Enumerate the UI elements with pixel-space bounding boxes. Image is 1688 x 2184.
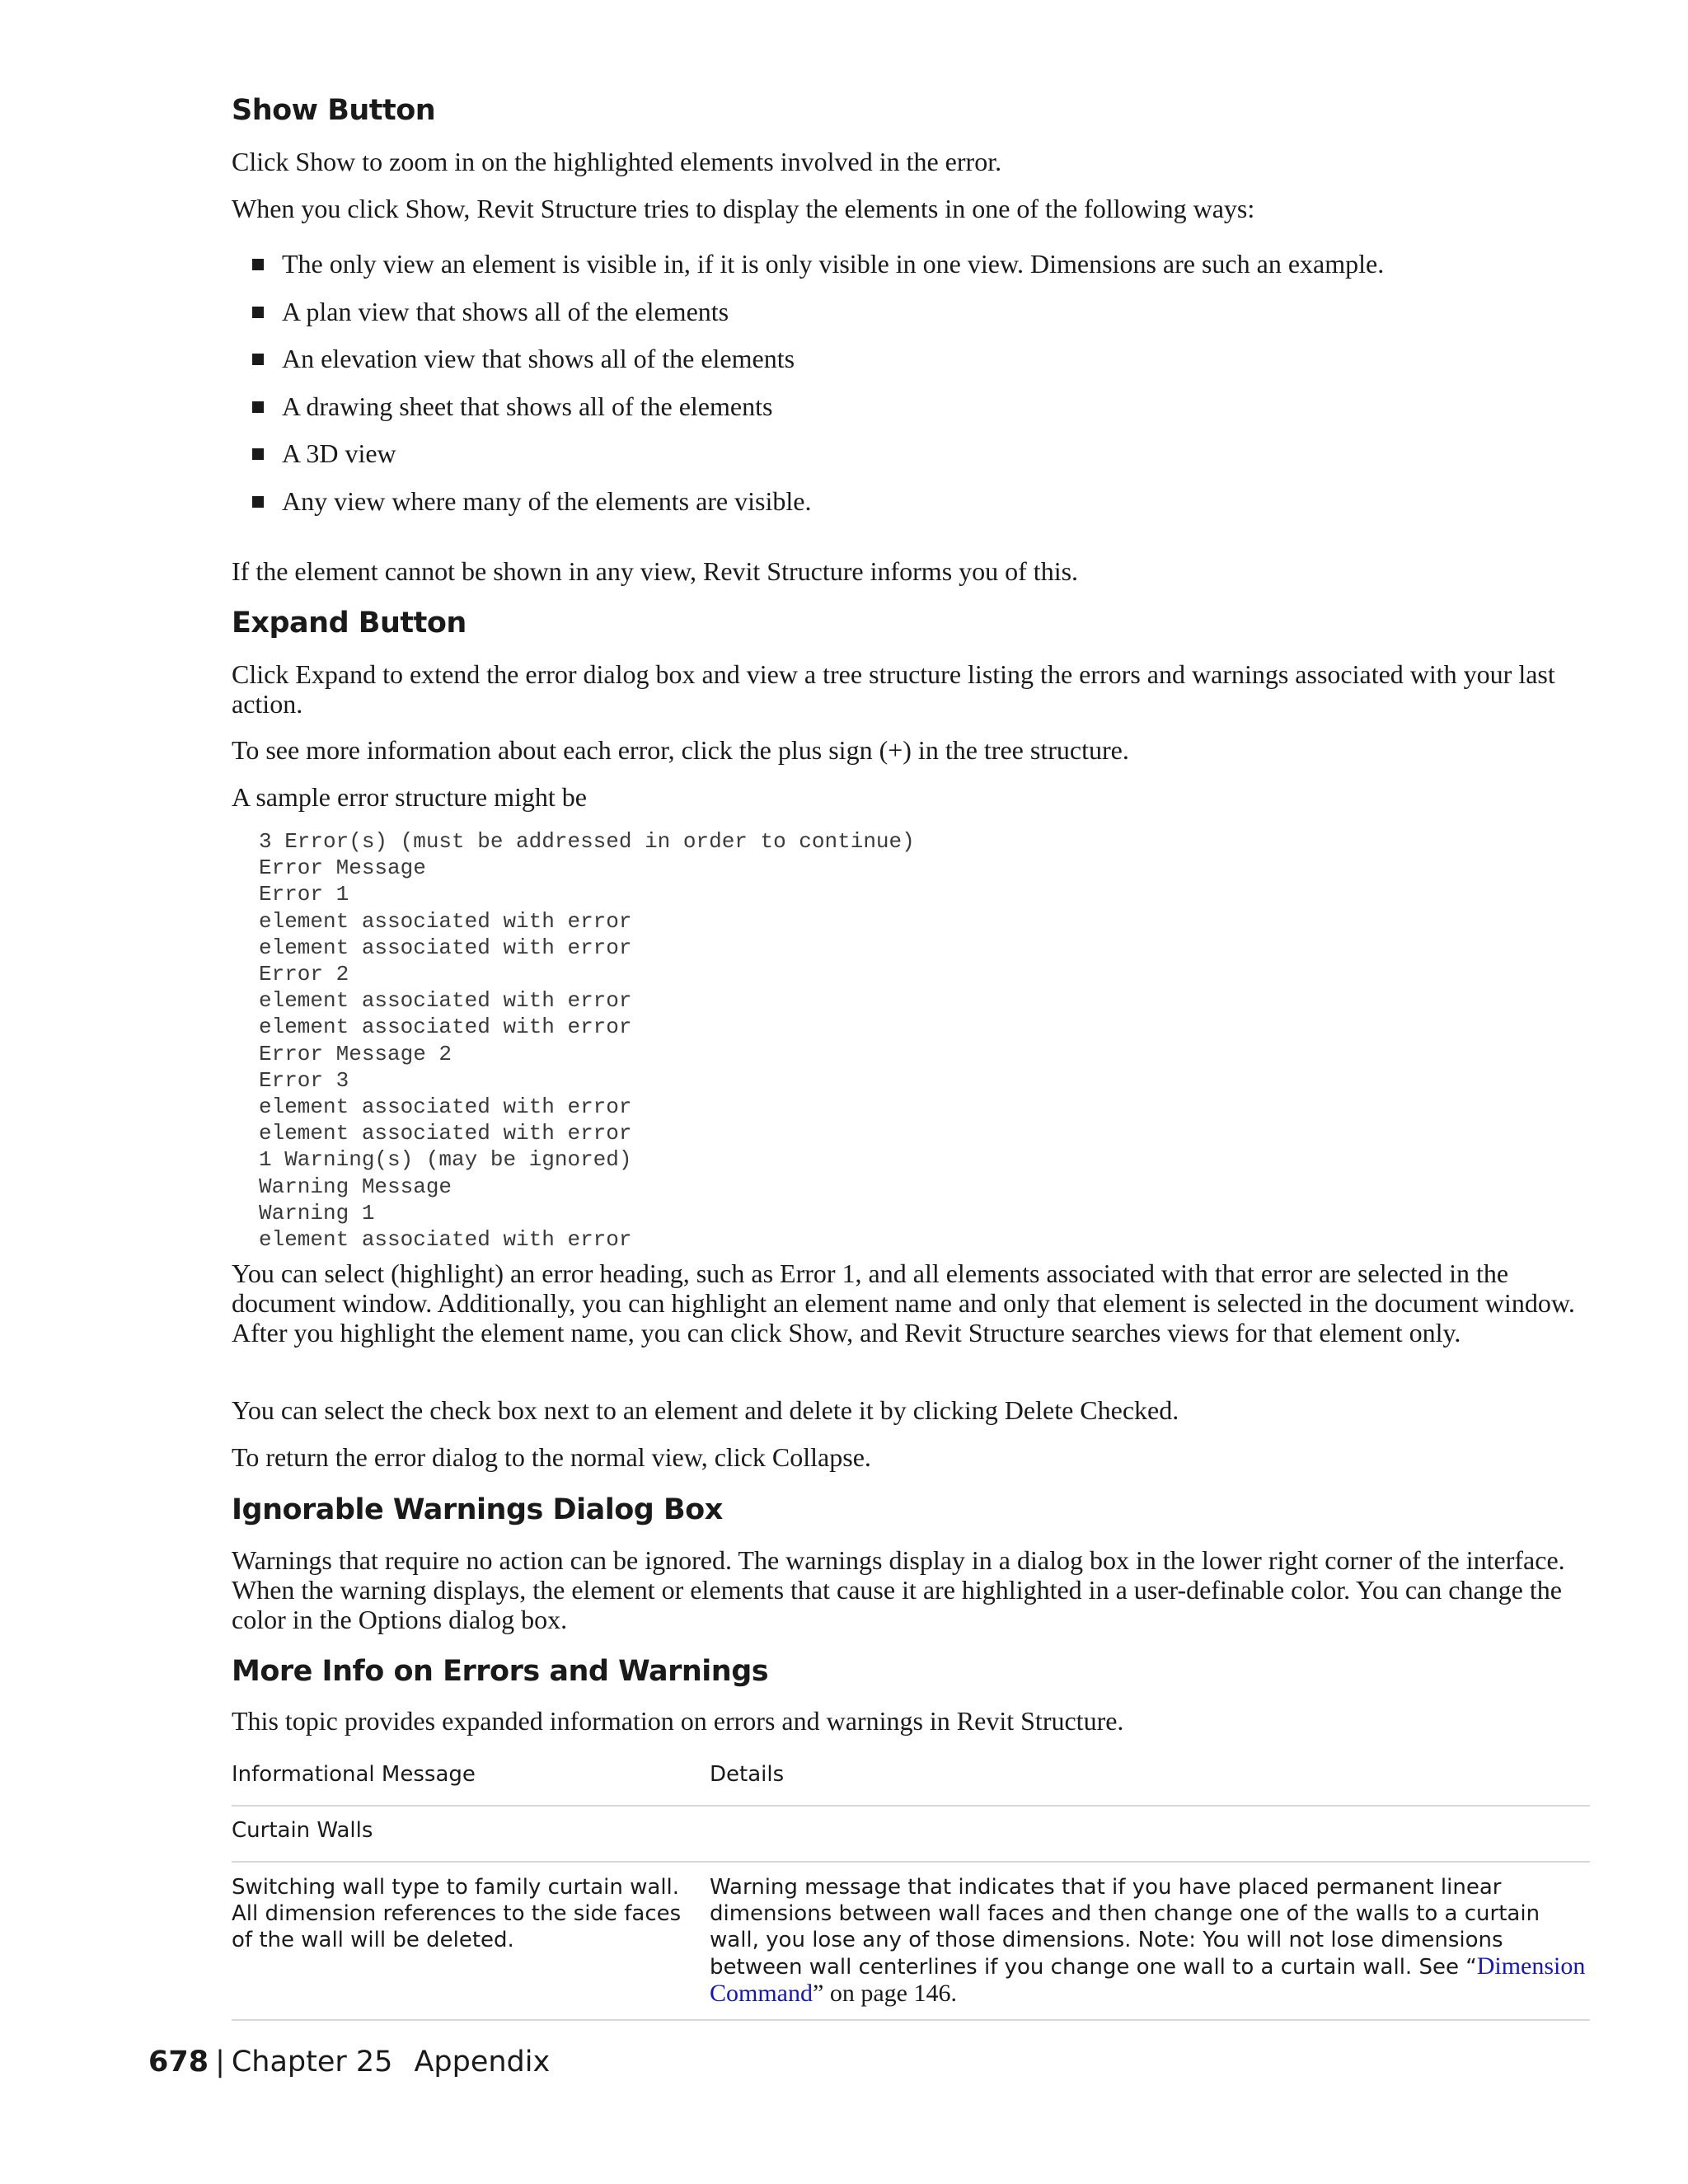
bullet-square-icon <box>252 307 264 318</box>
code-line: element associated with error <box>259 935 632 960</box>
paragraph: You can select (highlight) an error heading, such as Error 1, and all elements associated with that error are selected in the document window. Additionally, you can highlight an element name and only that element is selected in the document window. After you highlight the element name, you can click Show, and Revit Structure searches views for that element only. <box>232 1258 1575 1347</box>
heading-expand-button: Expand Button <box>232 607 467 640</box>
list-item: The only view an element is visible in, if it is only visible in one view. Dimensions are such an example. <box>232 249 1384 297</box>
code-line: Warning 1 <box>259 1200 375 1226</box>
table-header-row <box>232 1755 1590 1806</box>
bullet-square-icon <box>252 354 264 365</box>
code-line: element associated with error <box>259 1227 632 1253</box>
group-label: Curtain Walls <box>232 1806 710 1862</box>
code-line: element associated with error <box>259 988 632 1014</box>
paragraph: If the element cannot be shown in any view, Revit Structure informs you of this. <box>232 556 1079 586</box>
code-line: element associated with error <box>259 1015 632 1040</box>
code-line: element associated with error <box>259 1094 632 1120</box>
paragraph: When you click Show, Revit Structure tries to display the elements in one of the following ways: <box>232 194 1255 223</box>
chapter-label: Chapter 25 <box>231 2046 393 2079</box>
code-line: Error Message 2 <box>259 1041 452 1066</box>
bullet-list <box>232 249 1384 534</box>
footer-separator: | <box>215 2046 225 2079</box>
paragraph: Click Show to zoom in on the highlighted elements involved in the error. <box>232 147 1002 176</box>
bullet-square-icon <box>252 496 264 508</box>
heading-show-button: Show Button <box>232 94 436 127</box>
page-footer <box>148 2046 550 2079</box>
heading-more-info: More Info on Errors and Warnings <box>232 1655 769 1688</box>
paragraph: A sample error structure might be <box>232 782 587 812</box>
code-line: 1 Warning(s) (may be ignored) <box>259 1147 632 1173</box>
bullet-square-icon <box>252 401 264 413</box>
table-row <box>232 1862 1590 2020</box>
paragraph: You can select the check box next to an element and delete it by clicking Delete Checked. <box>232 1395 1179 1425</box>
code-sample <box>259 828 915 1253</box>
code-line: element associated with error <box>259 908 632 934</box>
paragraph: Click Expand to extend the error dialog box and view a tree structure listing the errors and warnings associated with your last action. <box>232 659 1555 719</box>
paragraph: To return the error dialog to the normal view, click Collapse. <box>232 1442 871 1472</box>
code-line: Error 1 <box>259 882 349 907</box>
list-item: A drawing sheet that shows all of the elements <box>232 391 1384 439</box>
section-label: Appendix <box>414 2046 551 2079</box>
list-item: A 3D view <box>232 438 1384 486</box>
bullet-square-icon <box>252 259 264 270</box>
code-line: Warning Message <box>259 1174 452 1199</box>
info-table <box>232 1755 1590 2021</box>
code-line: Error Message <box>259 855 426 881</box>
column-header-details: Details <box>710 1762 785 1787</box>
bullet-square-icon <box>252 448 264 460</box>
paragraph: To see more information about each error, click the plus sign (+) in the tree structure. <box>232 735 1129 765</box>
page-number: 678 <box>148 2046 209 2079</box>
code-line: Error 3 <box>259 1067 349 1093</box>
dimension-command-link[interactable]: Dimension Command <box>710 1952 1586 2007</box>
code-line: Error 2 <box>259 962 349 987</box>
paragraph: This topic provides expanded information on errors and warnings in Revit Structure. <box>232 1706 1124 1736</box>
message-cell: Switching wall type to family curtain wall. All dimension references to the side faces of the wall will be deleted. <box>232 1862 710 2020</box>
code-line: element associated with error <box>259 1121 632 1146</box>
paragraph: Warnings that require no action can be ignored. The warnings display in a dialog box in the lower right corner of the interface. When the warning displays, the element or elements that cause it are highlighted in a user-definable color. You can change the color in the Options dialog box. <box>232 1545 1565 1634</box>
column-header-message: Informational Message <box>232 1762 476 1787</box>
details-cell: Warning message that indicates that if you have placed permanent linear dimensions between wall faces and then change one of the walls to a curtain wall, you lose any of those dimensions. Note: You will not lose dimensions between wall centerlines if you change one wall to a curtain wall. See “Dimension Command” on page 146. <box>710 1862 1590 2020</box>
table-group-row <box>232 1806 1590 1862</box>
heading-ignorable-warnings: Ignorable Warnings Dialog Box <box>232 1493 723 1526</box>
list-item: An elevation view that shows all of the elements <box>232 344 1384 391</box>
code-line: 3 Error(s) (must be addressed in order to continue) <box>259 829 915 854</box>
list-item: Any view where many of the elements are visible. <box>232 486 1384 534</box>
list-item: A plan view that shows all of the elements <box>232 297 1384 344</box>
